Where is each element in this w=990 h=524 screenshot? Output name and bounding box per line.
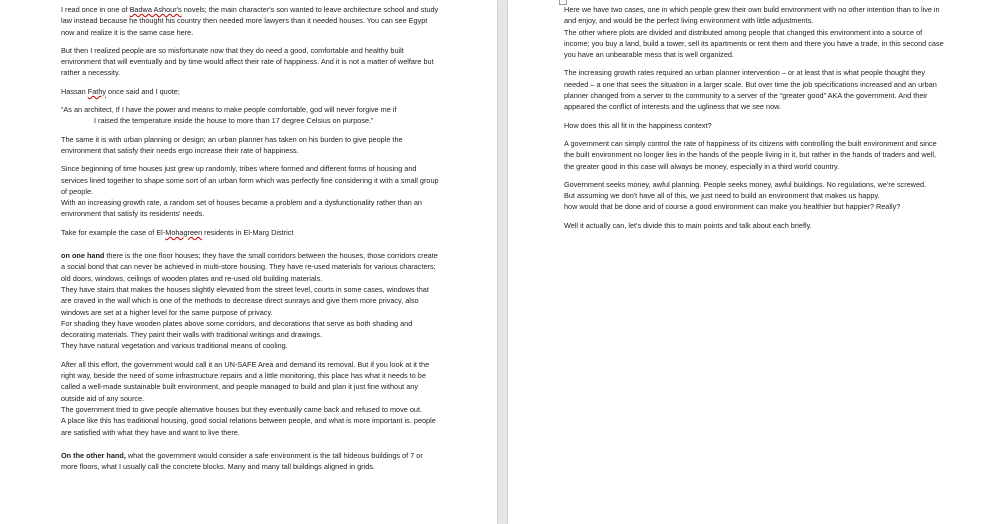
paragraph: Take for example the case of El-Mohagreen residents in El-Marg District: [61, 227, 294, 237]
paragraph: on one hand there is the one floor houses; they have the small corridors between the houses, those corridors create a social bond that can never be achieved in multi-store housing. They have re-used materials for various characters; old doors, windows, ceilings of wooden plates and re-used old building materials.: [61, 251, 438, 283]
paragraph: I read once in one of Badwa Ashour's novels; the main character's son wanted to leave architecture school and study law instead because he thought his country then needed more lawyers than it needed houses. You can see Egypt now and realize it is the same case here.: [61, 5, 439, 37]
misspelled-word[interactable]: Badwa Ashour's: [129, 5, 182, 14]
paragraph: A place like this has traditional housing, good social relations between people, and what is more important is. people are satisfied with what they have and want to live there.: [61, 416, 436, 437]
text-column: [564, 4, 944, 231]
misspelled-word[interactable]: Mohagreen: [165, 227, 203, 237]
paragraph: How does this all fit in the happiness context?: [564, 120, 712, 130]
paragraph: The same it is with urban planning or design; an urban planner has taken on his burden to give people the environment that satisfy their needs ergo increase their rate of happiness.: [61, 134, 403, 155]
paragraph: They have stairs that makes the houses slightly elevated from the street level, courts in some cases, windows that are craved in the wall which is one of the methods to decrease direct sunrays and give them more privacy, also windows are set at a higher level for the same purpose of privacy.: [61, 284, 429, 317]
paragraph: Government seeks money, awful planning. People seeks money, awful buildings. No regulations, we're screwed.: [564, 179, 927, 189]
document-page-right: [508, 0, 990, 524]
paragraph: With an increasing growth rate, a random set of houses became a problem and a dysfunctionality rather than an environment that satisfy its residents' needs.: [61, 198, 422, 219]
paragraph: Since beginning of time houses just grew up randomly, tribes where formed and different forms of housing and services lined together to shape some sort of an urban form which was perfectly fine considering it with a small group of people.: [61, 164, 439, 196]
quote: “As an architect, If I have the power and means to make people comfortable, god will never forgive me if I raised the temperature inside the house to more than 17 degree Celsius on purpose.”: [61, 105, 397, 126]
misspelled-word[interactable]: Fathy: [87, 86, 107, 96]
paragraph: A government can simply control the rate of happiness of its citizens with controlling the built environment and since the built environment no longer lies in the hands of the people living in it, but rather in the hands of traders and well, the greater good in this case will always be money, especially in a third world country.: [564, 138, 937, 171]
text-column: [61, 4, 439, 472]
paragraph: how would that be done and of course a good environment can make you healthier but happier? Really?: [564, 202, 901, 212]
paragraph: But assuming we don't have all of this, we just need to build an environment that makes us happy.: [564, 191, 880, 201]
paragraph: The other where plots are divided and distributed among people that changed this environment into a source of income; you buy a land, build a tower, sell its apartments or rent them and there you have a trade, in this second case you have an unbearable mess that is well organized.: [564, 27, 944, 60]
paragraph: After all this effort, the government would call it an UN-SAFE Area and demand its removal. But if you look at it the right way, beside the need of some infrastructure repairs and a little monitoring, this place has what it needs to be called a well-made sustainable built environment, and people managed to build and plan it just fine without any outside aid of any source.: [61, 359, 430, 403]
paragraph: Hassan Fathy once said and I quote;: [61, 86, 180, 96]
paragraph: The government tried to give people alternative houses but they eventually came back and refused to move out.: [61, 404, 423, 414]
paragraph: For shading they have wooden plates above some corridors, and decorations that serve as both shading and decorating materials. They paint their walls with traditional writings and drawings.: [61, 318, 413, 340]
paragraph: The increasing growth rates required an urban planner intervention – or at least that is what people thought they needed – a one that sees the situation in a larger scale. But over time the job specifications increased and an urban planner changed from a server to the community to a server of the “greater good” AKA the government. And their appeared the conflict of interests and the ugliness that we see now.: [564, 68, 937, 112]
paragraph: Here we have two cases, one in which people grew their own build environment with no other intention than to live in and enjoy, and would be the perfect living environment with little adjustments.: [564, 5, 940, 26]
paragraph: Well it actually can, let's divide this to main points and talk about each briefly.: [564, 220, 812, 230]
paragraph: On the other hand, what the government would consider a safe environment is the tall hideous buildings of 7 or more floors, what I usually call the concrete blocks. Many and many tall buildings aligned in grids.: [61, 450, 423, 472]
paragraph: They have natural vegetation and various traditional means of cooling.: [61, 341, 288, 351]
paragraph: But then I realized people are so misfortunate now that they do need a good, comfortable and healthy built environment that will eventually and by time would affect their rate of happiness. And it is not a matter of welfare but rather a necessity.: [61, 45, 434, 78]
